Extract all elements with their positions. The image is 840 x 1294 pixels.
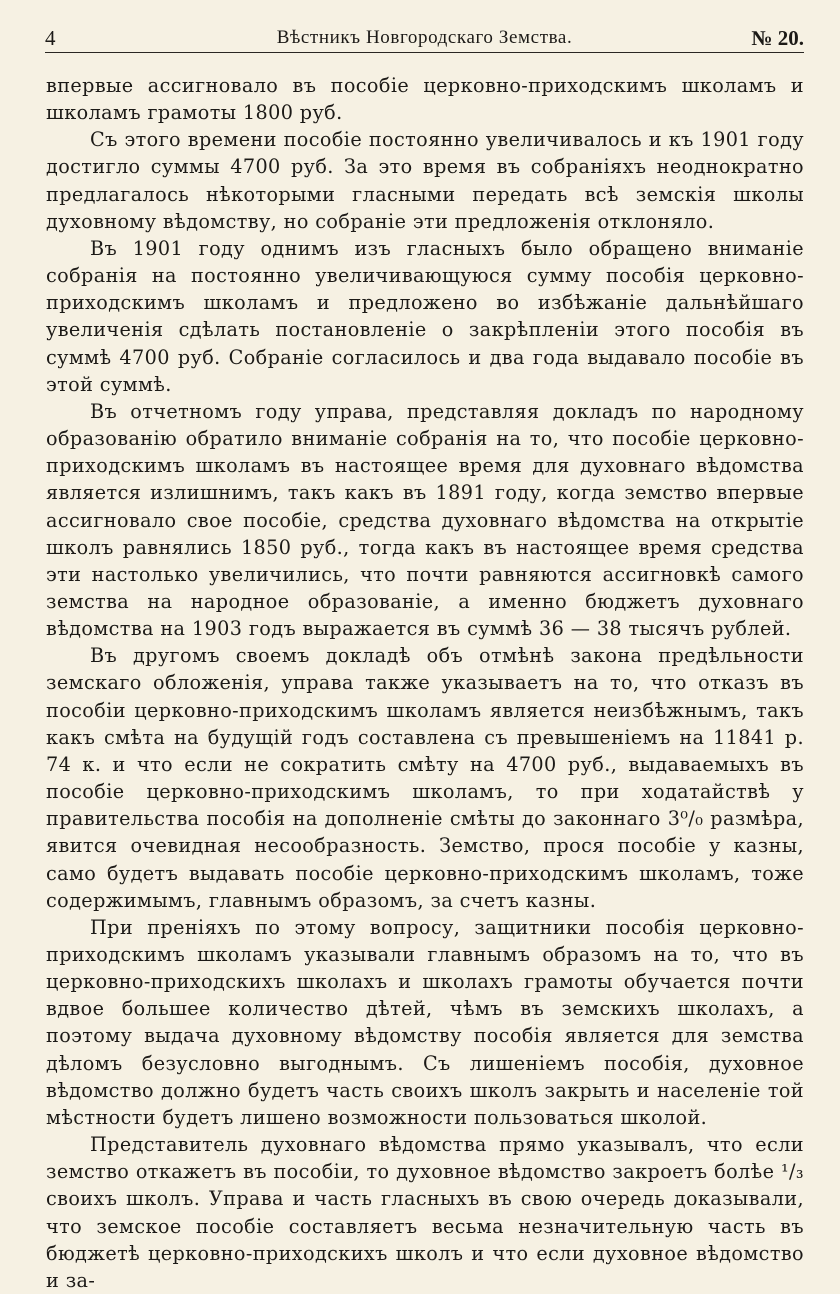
page-number: 4 <box>45 26 56 50</box>
paragraph-2: Съ этого времени пособіе постоянно увеличивалось и къ 1901 году достигло суммы 4700 руб. За это время въ собраніяхъ неоднократно предлагалось нѣкоторыми гласными передать всѣ земскія школы духовному вѣдомству, но собраніе эти предложенія отклоняло. <box>46 128 804 233</box>
article-body <box>46 72 804 1294</box>
paragraph-3: Въ 1901 году однимъ изъ гласныхъ было обращено вниманіе собранія на постоянно увеличивающуюся сумму пособія церковно-приходскимъ школамъ и предложено во избѣжаніе дальнѣйшаго увеличенія сдѣлать постановленіе о закрѣпленіи этого пособія въ суммѣ 4700 руб. Собраніе согласилось и два года выдавало пособіе въ этой суммѣ. <box>46 236 804 396</box>
paragraph-7: Представитель духовнаго вѣдомства прямо указывалъ, что если земство откажетъ въ пособіи, то духовное вѣдомство закроетъ болѣе ¹/₃ своихъ школъ. Управа и часть гласныхъ въ свою очередь доказывали, что земское пособіе составляетъ весьма незначительную часть въ бюджетѣ церковно-приходскихъ школъ и что если духовное вѣдомство и за- <box>46 1133 804 1292</box>
paragraph-6: При преніяхъ по этому вопросу, защитники пособія церковно-приходскимъ школамъ указывали главнымъ образомъ на то, что въ церковно-приходскихъ школахъ и школахъ грамоты обучается почти вдвое большее количество дѣтей, чѣмъ въ земскихъ школахъ, а поэтому выдача духовному вѣдомству пособія является для земства дѣломъ безусловно выгоднымъ. Съ лишеніемъ пособія, духовное вѣдомство должно будетъ часть своихъ школъ закрыть и населеніе той мѣстности будетъ лишено возможности пользоваться школой. <box>46 915 804 1129</box>
paragraph-4: Въ отчетномъ году управа, представляя докладъ по народному образованію обратило вниманіе собранія на то, что пособіе церковно-приходскимъ школамъ въ настоящее время для духовнаго вѣдомства является излишнимъ, такъ какъ въ 1891 году, когда земство впервые ассигновало свое пособіе, средства духовнаго вѣдомства на открытіе школъ равнялись 1850 руб., тогда какъ въ настоящее время средства эти настолько увеличились, что почти равняются ассигновкѣ самого земства на народное образованіе, а именно бюджетъ духовнаго вѣдомства на 1903 годъ выражается въ суммѣ 36 — 38 тысячъ рублей. <box>46 399 804 641</box>
journal-title: Вѣстникъ Новгородскаго Земства. <box>276 27 573 48</box>
paragraph-1: впервые ассигновало въ пособіе церковно-приходскимъ школамъ и школамъ грамоты 1800 руб. <box>46 74 804 125</box>
paragraph-5: Въ другомъ своемъ докладѣ объ отмѣнѣ закона предѣльности земскаго обложенія, управа также указываетъ на то, что отказъ въ пособіи церковно-приходскимъ школамъ является неизбѣжнымъ, такъ какъ смѣта на будущій годъ составлена съ превышеніемъ на 11841 р. 74 к. и что если не сократить смѣту на 4700 руб., выдаваемыхъ въ пособіе церковно-приходскимъ школамъ, то при ходатайствѣ у правительства пособія на дополненіе смѣты до законнаго 3⁰/₀ размѣра, явится очевидная несообразность. Земство, прося пособіе у казны, само будетъ выдавать пособіе церковно-приходскимъ школамъ, тоже содержимымъ, главнымъ образомъ, за счетъ казны. <box>46 644 804 912</box>
issue-number: № 20. <box>751 26 804 50</box>
running-header <box>45 24 804 53</box>
